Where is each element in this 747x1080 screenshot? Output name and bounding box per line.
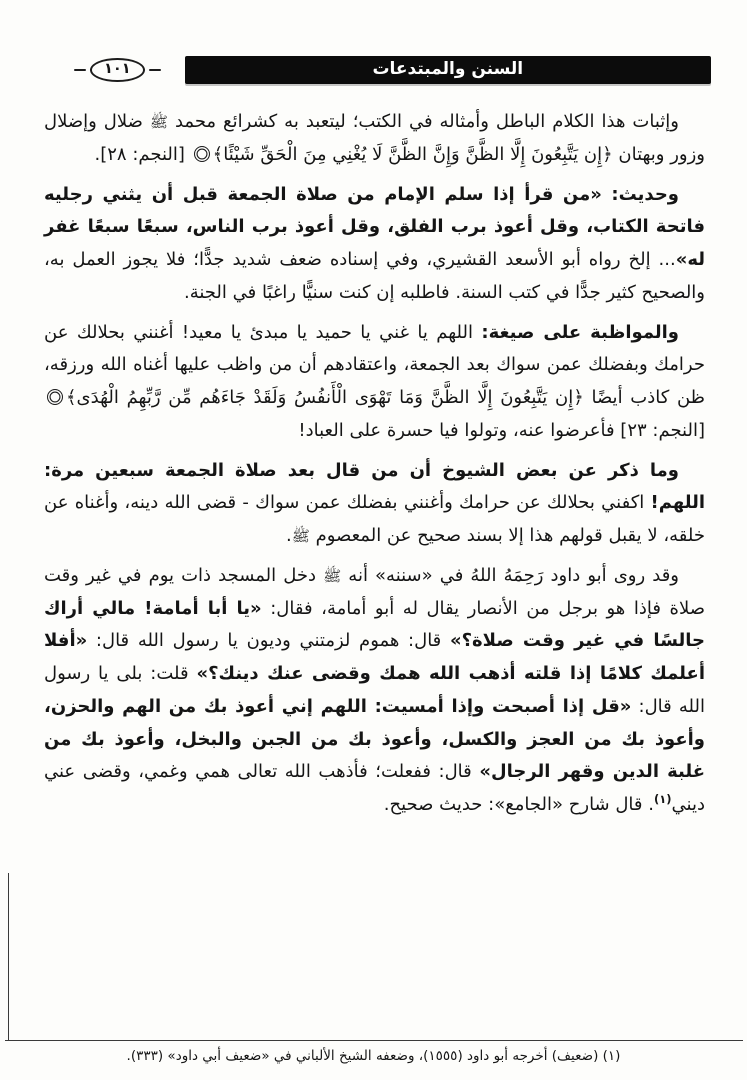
text-segment: «يا أبا أمامة! مالي أراك جالسًا في غير وقت صلاة؟» <box>44 597 705 652</box>
text-segment: ... إلخ رواه أبو الأسعد القشيري، وفي إسناده ضعف شديد جدًّا؛ فلا يجوز العمل به، والصحيح كثير جدًّا في كتب السنة. فاطلبه إن كنت سنيًّا راغبًا في الجنة. <box>44 249 705 303</box>
paragraph <box>44 179 705 310</box>
paragraph <box>44 455 705 553</box>
page-number-ornament <box>74 58 161 82</box>
text-segment: ﴿إِن يَتَّبِعُونَ إِلَّا الظَّنَّ وَإِنَّ الظَّنَّ لَا يُغْنِي مِنَ الْحَقِّ شَيْئًا﴾ <box>212 143 613 165</box>
paragraph <box>44 317 705 448</box>
paragraph <box>44 106 705 172</box>
footnote: (١) (ضعيف) أخرجه أبو داود (١٥٥٥)، وضعفه الشيخ الألباني في «ضعيف أبي داود» (٣٣٣). <box>126 1048 621 1064</box>
ayah-end-marker-icon <box>47 389 63 405</box>
text-segment: والمواظبة على صيغة: <box>481 321 679 343</box>
page-header <box>36 56 711 84</box>
text-segment: [النجم: ٢٣] فأعرضوا عنه، وتولوا فيا حسرة على العباد! <box>298 419 705 441</box>
footnote-separator <box>5 1040 743 1041</box>
text-segment: «أفلا أعلمك كلامًا إذا قلته أذهب الله همك وقضى عنك دينك؟» <box>44 630 705 684</box>
paragraph <box>44 560 705 822</box>
text-segment: «قل إذا أصبحت وإذا أمسيت: اللهم إني أعوذ بك من الهم والحزن، وأعوذ بك من العجز والكسل، وأعوذ بك من الجبن والبخل، وأعوذ بك من غلبة الدين وقهر الرجال» <box>44 695 705 783</box>
text-segment: ﷺ <box>291 527 310 545</box>
text-segment: . <box>285 525 292 546</box>
ornament-flourish-icon <box>149 69 161 71</box>
text-segment: . قال شارح «الجامع»: حديث صحيح. <box>383 794 654 815</box>
text-segment: دخل المسجد ذات يوم في غير وقت صلاة فإذا هو برجل من الأنصار يقال له أبو أمامة، فقال: <box>44 564 705 619</box>
text-segment: اللهم يا غني يا حميد يا مبدئ يا معيد! أغنني بحلالك عن حرامك وبفضلك عمن سواك بعد الجمعة، واعتقادهم أن من واظب عليها أغناه الله ورزقه، ظن كاذب أيضًا <box>44 321 706 408</box>
text-segment: وقد روى أبو داود رَحِمَهُ اللهُ في «سننه» أنه <box>341 564 679 586</box>
text-segment: قلت: بلى يا رسول الله قال: <box>44 663 705 717</box>
scan-edge-line <box>8 873 9 1041</box>
book-title-bar <box>185 56 711 84</box>
text-segment: (١) <box>653 792 672 806</box>
text-segment: ﷺ <box>323 566 342 585</box>
text-segment: قال: ففعلت؛ فأذهب الله تعالى همي وغمي، وقضى عني ديني <box>44 761 705 815</box>
ayah-end-marker-icon <box>194 146 210 162</box>
text-segment: وإثبات هذا الكلام الباطل وأمثاله في الكتب؛ ليتعبد به كشرائع محمد <box>167 111 679 132</box>
text-segment: ﷺ <box>149 113 168 131</box>
page-number: ١٠١ <box>90 58 145 82</box>
ornament-flourish-icon <box>74 69 86 71</box>
text-segment: ﴿إِن يَتَّبِعُونَ إِلَّا الظَّنَّ وَمَا تَهْوَى الْأَنفُسُ وَلَقَدْ جَاءَهُم مِّن رَّبِّهِمُ الْهُدَى﴾ <box>66 387 584 408</box>
book-title: السنن والمبتدعات <box>372 59 524 79</box>
text-segment: ضلال وإضلال وزور وبهتان <box>44 111 705 165</box>
text-segment: [النجم: ٢٨]. <box>94 143 191 165</box>
text-segment: وحديث: «من قرأ إذا سلم الإمام من صلاة الجمعة قبل أن يثني رجليه فاتحة الكتاب، وقل أعوذ برب الفلق، وقل أعوذ برب الناس، سبعًا سبعًا غفر له» <box>44 183 705 270</box>
page-body <box>44 106 705 829</box>
text-segment: اكفني بحلالك عن حرامك وأغنني بفضلك عمن سواك - قضى الله دينه، وأغناه عن خلقه، لا يقبل قولهم هذا إلا بسند صحيح عن المعصوم <box>44 492 705 546</box>
text-segment: وما ذكر عن بعض الشيوخ أن من قال بعد صلاة الجمعة سبعين مرة: اللهم! <box>44 459 705 514</box>
text-segment: قال: هموم لزمتني وديون يا رسول الله قال: <box>87 630 450 652</box>
